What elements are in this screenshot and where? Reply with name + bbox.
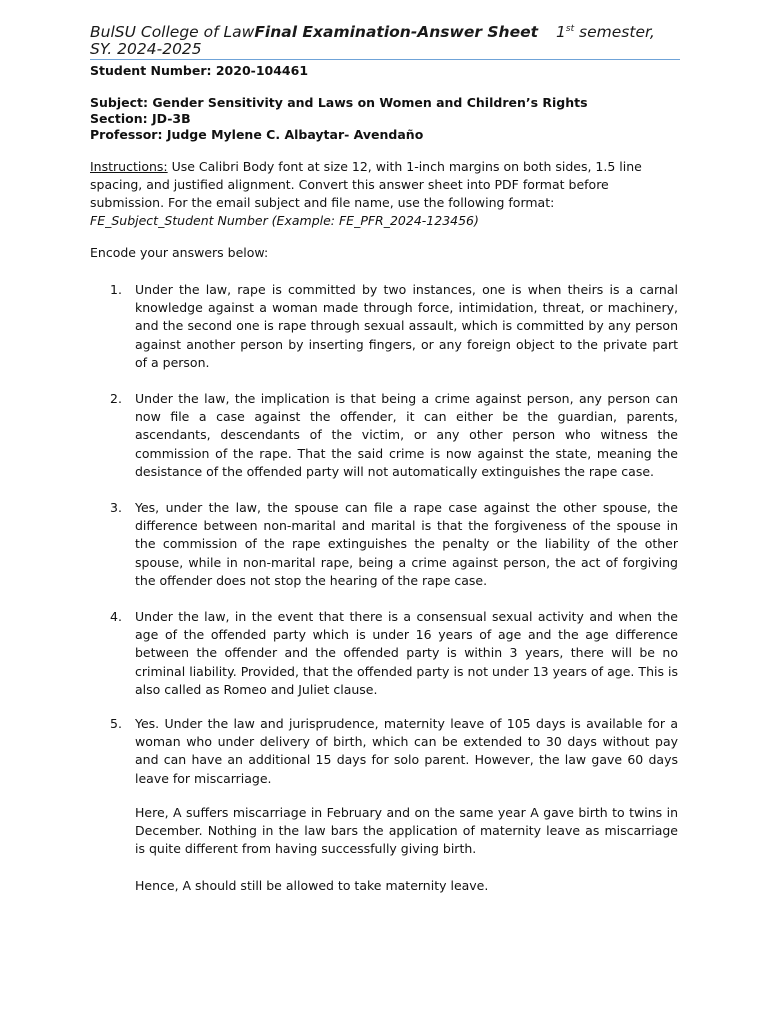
instructions-label: Instructions:	[90, 159, 168, 174]
answer-number: 4.	[110, 609, 122, 624]
answer-number: 3.	[110, 500, 122, 515]
answer-item	[110, 499, 678, 590]
header-semester-year: semester, SY. 2024-2025	[90, 23, 655, 58]
answer-item	[110, 608, 678, 699]
answer-text: Yes, under the law, the spouse can file a rape case against the other spouse, the difference between non-marital and marital is that the forgiveness of the spouse in the commission of the rape extinguishes the penalty or the liability of the other spouse, while in non-marital rape, being a crime against person, the act of forgiving the offender does not stop the hearing of the rape case.	[135, 500, 678, 588]
answer-number: 5.	[110, 716, 122, 731]
document-header	[90, 24, 680, 60]
header-school: BulSU College of Law	[90, 23, 255, 41]
professor-line: Professor: Judge Mylene C. Albaytar- Avendaño	[90, 127, 424, 142]
instructions-text: Use Calibri Body font at size 12, with 1-inch margins on both sides, 1.5 line spacing, and justified alignment. Convert this answer sheet into PDF format before submission. For the email subject and file name, use the following format:	[90, 159, 642, 210]
subject-line: Subject: Gender Sensitivity and Laws on Women and Children’s Rights	[90, 95, 588, 110]
section-line: Section: JD-3B	[90, 111, 191, 126]
answer-five-analysis: Here, A suffers miscarriage in February and on the same year A gave birth to twins in December. Nothing in the law bars the application of maternity leave as miscarriage is quite different from having successfully giving birth.	[135, 805, 678, 857]
header-semester-suffix: st	[565, 23, 575, 34]
answer-five-conclusion: Hence, A should still be allowed to take maternity leave.	[135, 878, 489, 893]
answer-text: Under the law, rape is committed by two instances, one is when theirs is a carnal knowledge against a woman made through force, intimidation, threat, or machinery, and the second one is rape through sexual assault, which is committed by any person against another person by inserting fingers, or any foreign object to the private part of a person.	[135, 282, 678, 370]
answer-text: Under the law, the implication is that being a crime against person, any person can now file a case against the offender, it can either be the guardian, parents, ascendants, descendants of the victim, or any other person who witness the commission of the rape. That the said crime is now against the state, meaning the desistance of the offended party will not automatically extinguishes the rape case.	[135, 391, 678, 479]
header-semester-number: 1	[556, 23, 566, 41]
answer-item	[110, 715, 678, 788]
file-name-format: FE_Subject_Student Number (Example: FE_PFR_2024-123456)	[90, 213, 479, 228]
answer-item	[110, 390, 678, 481]
answer-text: Yes. Under the law and jurisprudence, maternity leave of 105 days is available for a woman who under delivery of birth, which can be extended to 30 days without pay and can have an additional 15 days for solo parent. However, the law gave 60 days leave for miscarriage.	[135, 716, 678, 786]
header-title: Final Examination-Answer Sheet	[254, 23, 539, 41]
encode-label: Encode your answers below:	[90, 245, 269, 260]
instructions	[90, 158, 680, 230]
answer-item	[110, 281, 678, 372]
answer-text: Under the law, in the event that there is a consensual sexual activity and when the age of the offended party which is under 16 years of age and the age difference between the offender and the offended party is within 3 years, there will be no criminal liability. Provided, that the offended party is not under 13 years of age. This is also called as Romeo and Juliet clause.	[135, 609, 678, 697]
student-number: Student Number: 2020-104461	[90, 63, 309, 78]
answer-number: 2.	[110, 391, 122, 406]
answer-number: 1.	[110, 282, 122, 297]
